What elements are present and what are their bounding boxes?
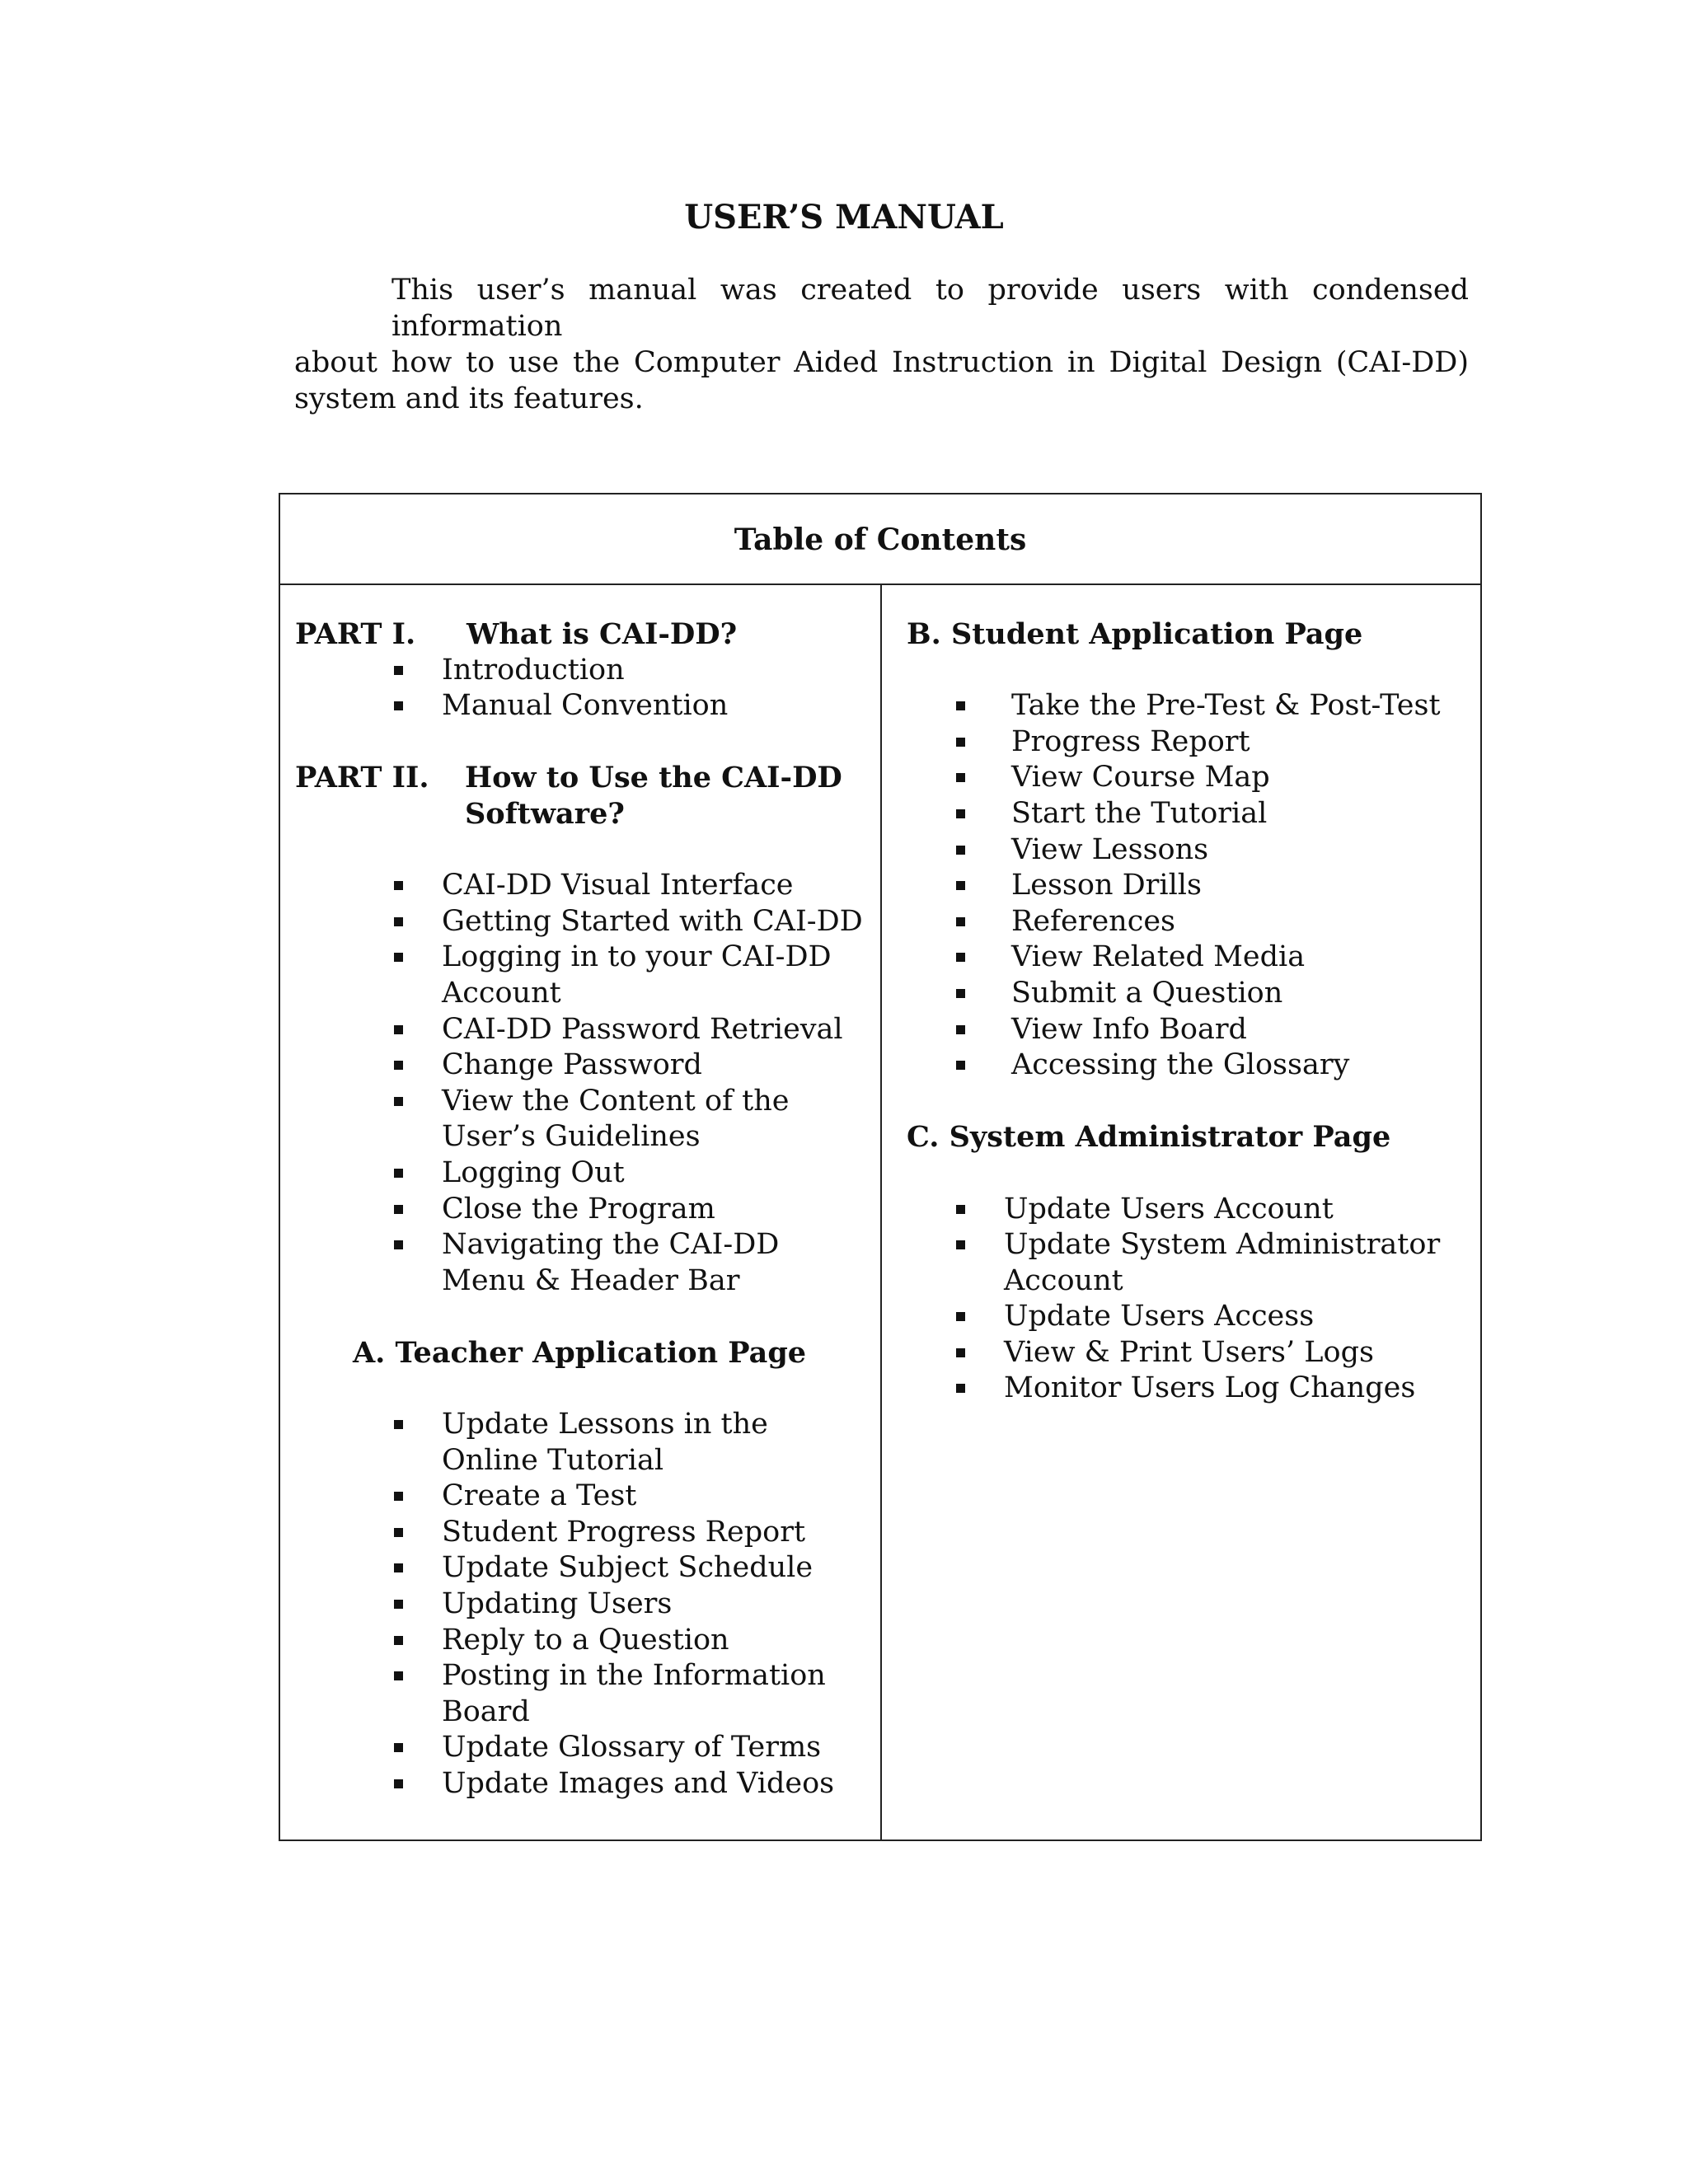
list-item: Posting in the Information Board — [295, 1658, 872, 1730]
intro-line-2: about how to use the Computer Aided Instruction in Digital Design (CAI-DD) — [294, 346, 1469, 379]
section-b-list — [907, 688, 1475, 1084]
list-item: Introduction — [295, 653, 872, 689]
list-item: Update Lessons in the Online Tutorial — [295, 1407, 872, 1479]
section-c-heading: C. System Administrator Page — [907, 1120, 1391, 1155]
list-item: View Info Board — [907, 1012, 1475, 1048]
section-a-list — [295, 1407, 872, 1802]
list-item: Logging in to your CAI-DD Account — [295, 940, 872, 1011]
part-2-heading — [295, 760, 872, 831]
list-item: Progress Report — [907, 724, 1475, 761]
list-item: View Lessons — [907, 832, 1475, 869]
list-item: Reply to a Question — [295, 1623, 872, 1659]
column-divider — [880, 585, 882, 1840]
part-1-heading — [295, 616, 872, 653]
list-item: Close the Program — [295, 1192, 872, 1228]
list-item: Accessing the Glossary — [907, 1047, 1475, 1084]
section-b-heading: B. Student Application Page — [907, 617, 1363, 651]
list-item: View & Print Users’ Logs — [907, 1335, 1475, 1371]
part-2-list — [295, 868, 872, 1299]
list-item: Update System Administrator Account — [907, 1227, 1475, 1299]
part-1-title: What is CAI-DD? — [467, 617, 738, 651]
list-item: Monitor Users Log Changes — [907, 1371, 1475, 1407]
list-item: Start the Tutorial — [907, 796, 1475, 832]
page-title: USER’S MANUAL — [684, 198, 1004, 237]
list-item: References — [907, 904, 1475, 940]
list-item: Student Progress Report — [295, 1515, 872, 1551]
intro-paragraph — [294, 272, 1469, 417]
part-2-title-line-1: How to Use the CAI-DD — [465, 761, 842, 795]
list-item: Logging Out — [295, 1155, 872, 1192]
toc-right-column — [907, 616, 1475, 1407]
intro-line-3: system and its features. — [294, 382, 644, 415]
list-item: View Related Media — [907, 940, 1475, 976]
list-item: Updating Users — [295, 1586, 872, 1623]
list-item: Navigating the CAI-DD Menu & Header Bar — [295, 1227, 872, 1299]
list-item: Manual Convention — [295, 688, 872, 724]
list-item: Update Users Account — [907, 1192, 1475, 1228]
list-item: Update Images and Videos — [295, 1766, 872, 1802]
part-1-number: PART I. — [295, 617, 416, 651]
section-c-list — [907, 1192, 1475, 1408]
list-item: CAI-DD Visual Interface — [295, 868, 872, 904]
part-1-list — [295, 653, 872, 724]
part-2-title-line-2: Software? — [465, 796, 625, 831]
list-item: View the Content of the User’s Guidelines — [295, 1084, 872, 1155]
list-item: Update Subject Schedule — [295, 1550, 872, 1586]
list-item: View Course Map — [907, 760, 1475, 796]
list-item: Lesson Drills — [907, 868, 1475, 904]
part-2-number: PART II. — [295, 761, 429, 795]
list-item: Getting Started with CAI-DD — [295, 904, 872, 940]
list-item: CAI-DD Password Retrieval — [295, 1012, 872, 1048]
list-item: Take the Pre-Test & Post-Test — [907, 688, 1475, 724]
intro-line-1: This user’s manual was created to provide users with condensed information — [392, 274, 1469, 343]
list-item: Change Password — [295, 1047, 872, 1084]
toc-left-column — [295, 616, 872, 1802]
section-a-heading: A. Teacher Application Page — [353, 1335, 807, 1370]
part-2-title — [465, 760, 842, 832]
toc-heading: Table of Contents — [280, 494, 1480, 585]
list-item: Create a Test — [295, 1479, 872, 1515]
list-item: Update Users Access — [907, 1299, 1475, 1335]
list-item: Update Glossary of Terms — [295, 1730, 872, 1766]
table-of-contents — [279, 493, 1482, 1841]
list-item: Submit a Question — [907, 976, 1475, 1012]
